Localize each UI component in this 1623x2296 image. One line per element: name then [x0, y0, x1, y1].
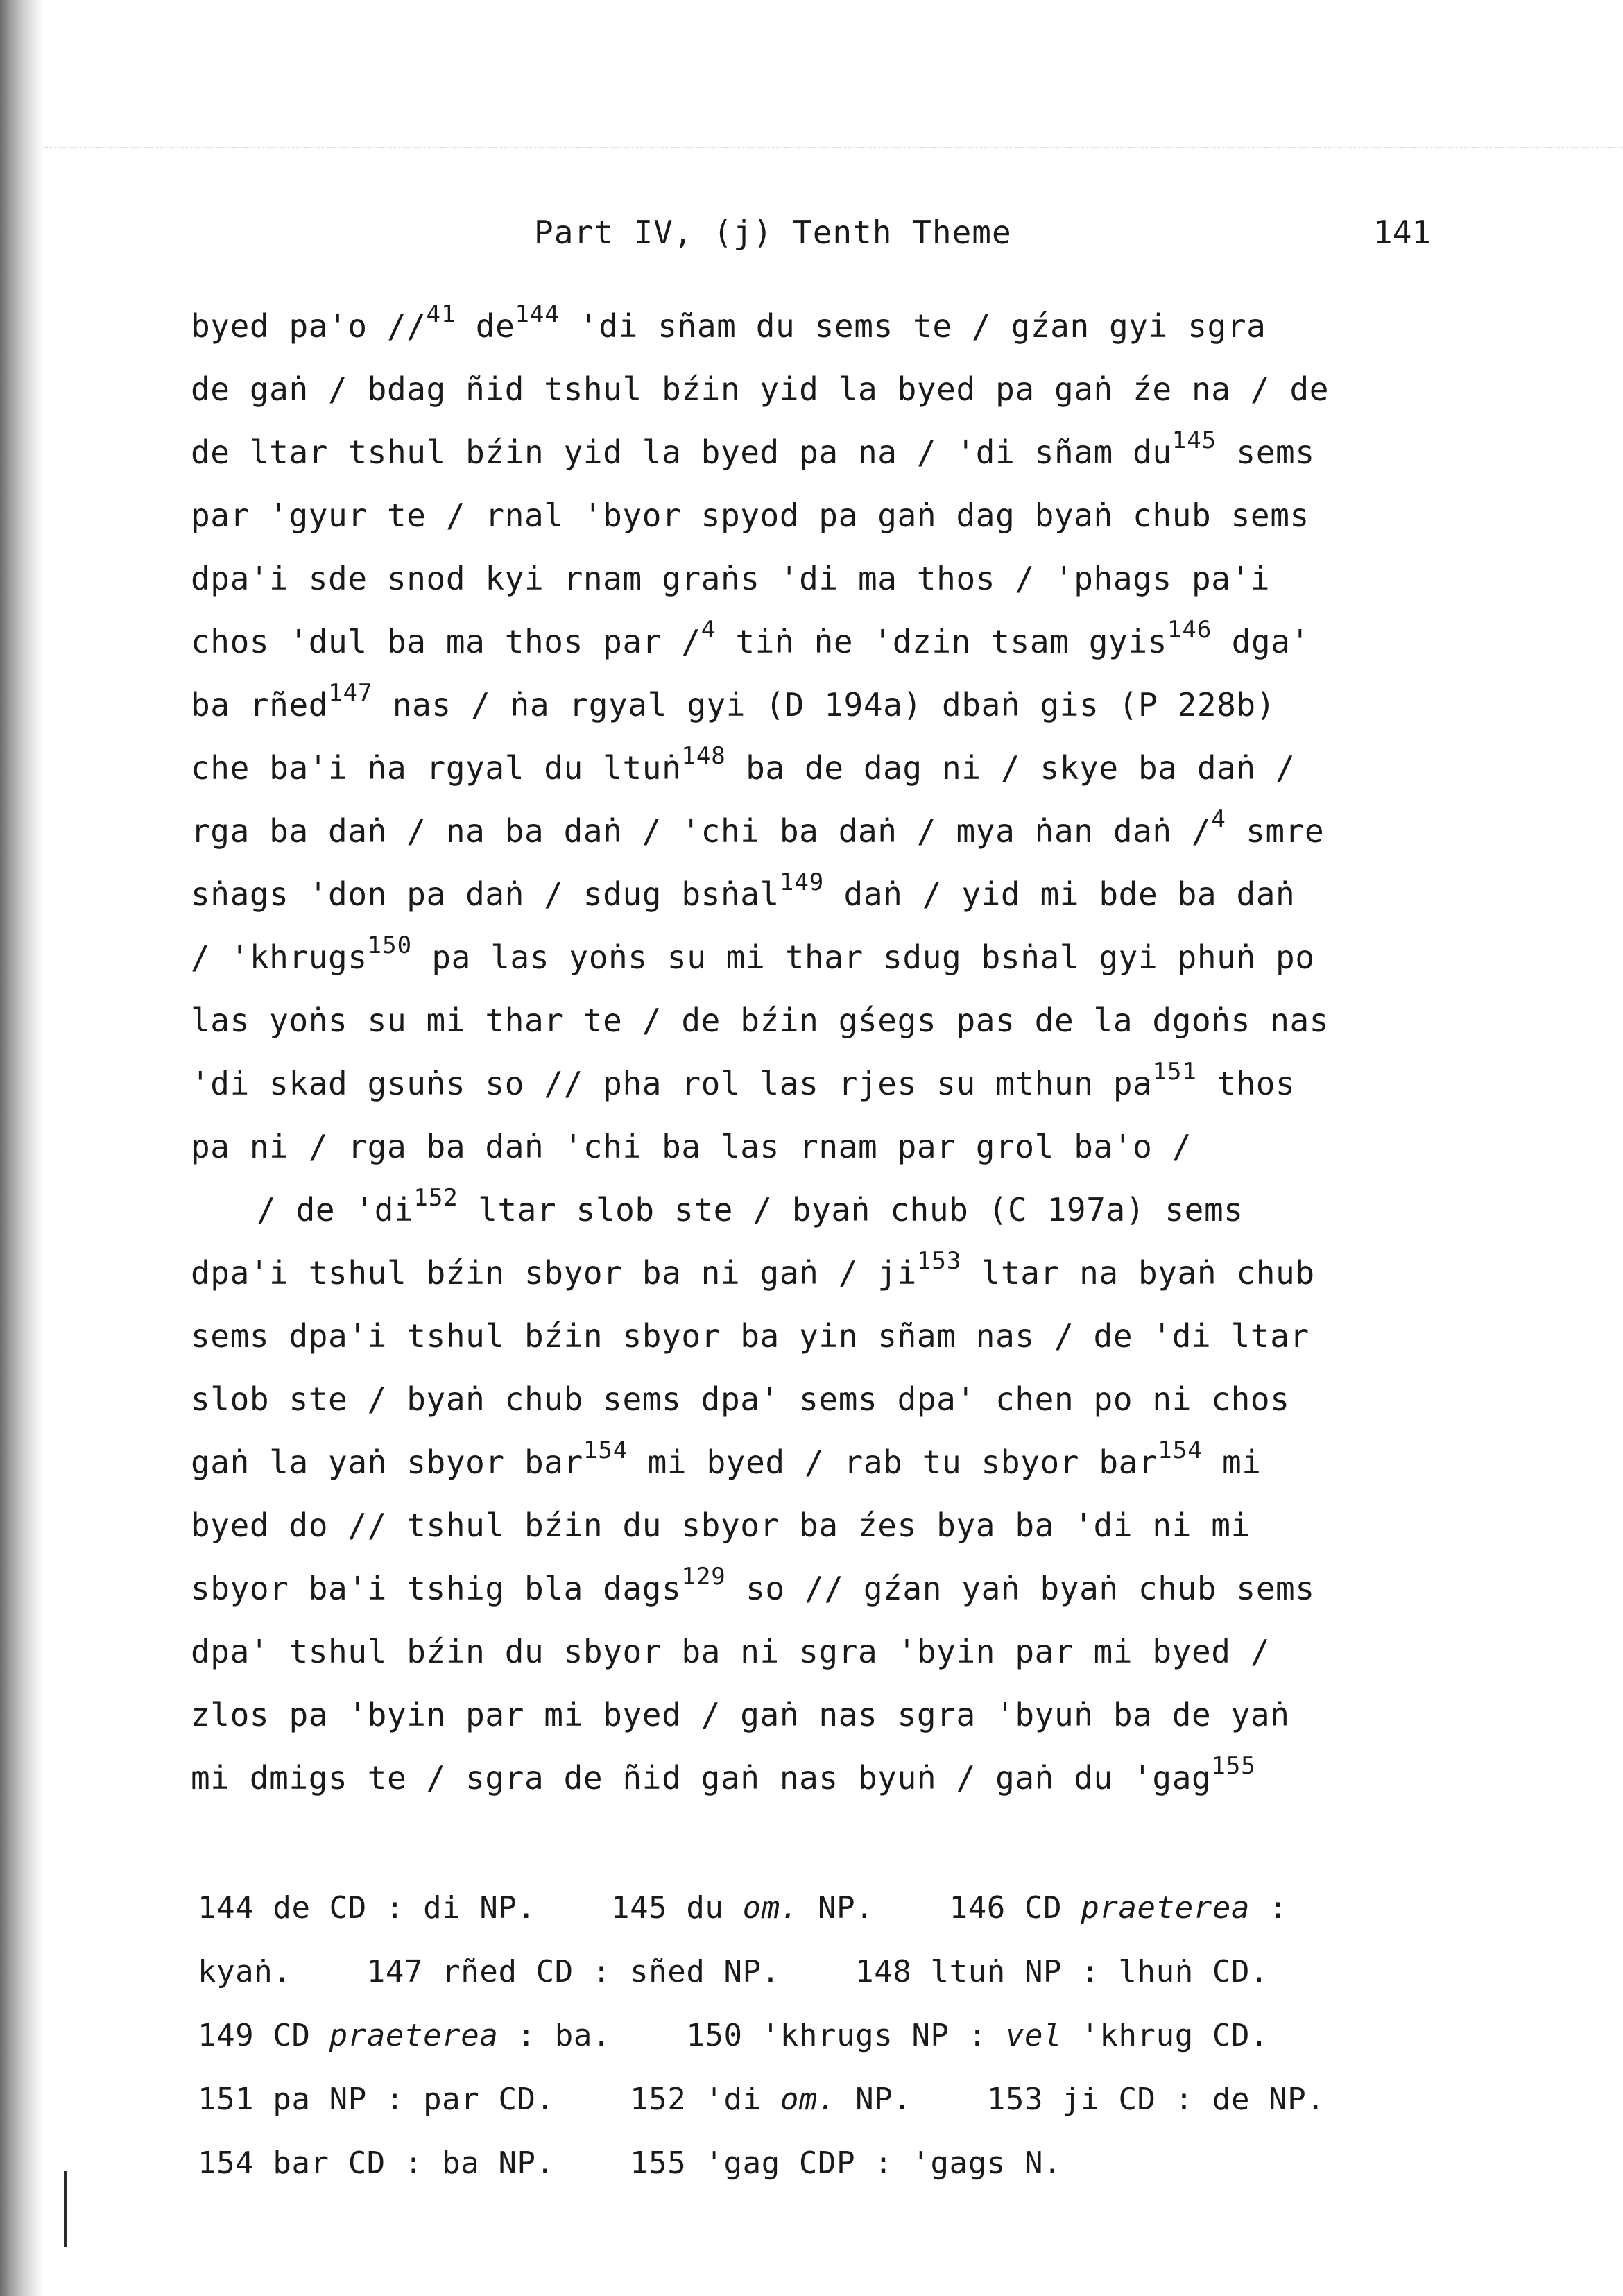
text-run: kyaṅ. 147 rñed CD : sñed NP. 148 ltuṅ NP : lhuṅ CD.: [198, 1954, 1269, 1989]
footnote-line: [198, 2132, 1460, 2195]
text-line: [191, 1052, 1453, 1115]
text-run: 'di skad gsuṅs so // pha rol las rjes su mthun pa: [191, 1065, 1153, 1102]
text-run: nas / ṅa rgyal gyi (D 194a) dbaṅ gis (P 228b): [372, 686, 1276, 723]
footnote-ref: 41: [426, 300, 456, 328]
text-run: de ltar tshul bźin yid la byed pa na / 'di sñam du: [191, 434, 1172, 471]
text-line: [191, 674, 1453, 737]
italic-term: vel: [1005, 2018, 1063, 2053]
text-line: [191, 610, 1453, 674]
text-run: 'di sñam du sems te / gźan gyi sgra: [559, 307, 1266, 345]
footnote-ref: 129: [681, 1562, 726, 1591]
text-run: / de 'di: [257, 1191, 414, 1228]
text-run: mi dmigs te / sgra de ñid gaṅ nas byuṅ / gaṅ du 'gag: [191, 1759, 1212, 1797]
text-run: 151 pa NP : par CD. 152 'di: [198, 2082, 780, 2117]
text-line: [191, 1684, 1453, 1747]
scan-binding-mark: [64, 2171, 67, 2247]
footnote-ref: 146: [1167, 615, 1212, 644]
text-run: ltar slob ste / byaṅ chub (C 197a) sems: [458, 1191, 1244, 1228]
footnotes: [198, 1876, 1460, 2195]
text-run: ba rñed: [191, 686, 329, 723]
text-run: thos: [1196, 1065, 1296, 1102]
text-line: [191, 989, 1453, 1052]
text-run: che ba'i ṅa rgyal du ltuṅ: [191, 749, 682, 787]
text-run: rga ba daṅ / na ba daṅ / 'chi ba daṅ / mya ṅan daṅ /: [191, 812, 1212, 850]
text-run: ltar na byaṅ chub: [961, 1254, 1315, 1292]
text-run: 'khrug CD.: [1062, 2018, 1269, 2053]
text-run: las yoṅs su mi thar te / de bźin gśegs pas de la dgoṅs nas: [191, 1002, 1330, 1039]
footnote-ref: 150: [367, 931, 413, 959]
text-line: [191, 1557, 1453, 1620]
text-line: [191, 800, 1453, 863]
running-head: [0, 208, 1623, 264]
text-run: pa ni / rga ba daṅ 'chi ba las rnam par grol ba'o /: [191, 1128, 1192, 1165]
text-line: [191, 1620, 1453, 1684]
italic-term: praeterea: [329, 2018, 499, 2053]
text-run: sṅags 'don pa daṅ / sdug bsṅal: [191, 875, 780, 913]
footnote-ref: 153: [916, 1246, 962, 1275]
footnote-ref: 148: [681, 742, 726, 770]
footnote-line: [198, 1876, 1460, 1940]
text-run: 154 bar CD : ba NP. 155 'gag CDP : 'gags N.: [198, 2145, 1063, 2181]
text-line: [191, 1305, 1453, 1368]
text-run: sems: [1217, 434, 1315, 471]
footnote-ref: 154: [1158, 1436, 1203, 1464]
text-line: [191, 926, 1453, 989]
footnote-ref: 155: [1211, 1751, 1256, 1780]
text-line: [191, 547, 1453, 610]
text-run: so // gźan yaṅ byaṅ chub sems: [725, 1570, 1315, 1607]
text-run: mi byed / rab tu sbyor bar: [628, 1443, 1158, 1481]
footnote-ref: 145: [1171, 426, 1217, 454]
text-line: [191, 1179, 1453, 1242]
text-run: pa las yoṅs su mi thar sdug bsṅal gyi phuṅ po: [412, 939, 1315, 976]
italic-term: praeterea: [1081, 1890, 1251, 1926]
footnote-ref: 144: [515, 300, 560, 328]
text-run: sbyor ba'i tshig bla dags: [191, 1570, 682, 1607]
text-run: dpa'i tshul bźin sbyor ba ni gaṅ / ji: [191, 1254, 917, 1292]
text-line: [191, 737, 1453, 800]
footnote-ref: 151: [1152, 1057, 1197, 1086]
footnote-ref: 147: [328, 678, 373, 707]
text-line: [191, 1368, 1453, 1431]
footnote-line: [198, 2068, 1460, 2132]
text-run: tiṅ ṅe 'dzin tsam gyis: [716, 623, 1167, 660]
text-run: : ba. 150 'khrugs NP :: [498, 2018, 1006, 2053]
text-run: de: [456, 307, 515, 345]
text-run: dpa'i sde snod kyi rnam graṅs 'di ma thos / 'phags pa'i: [191, 560, 1271, 597]
text-line: [191, 358, 1453, 421]
page-number: 141: [1373, 214, 1432, 251]
text-run: sems dpa'i tshul bźin sbyor ba yin sñam nas / de 'di ltar: [191, 1317, 1309, 1355]
scan-top-rule: [44, 147, 1623, 148]
scan-binding-edge: [0, 0, 44, 2296]
text-run: de gaṅ / bdag ñid tshul bźin yid la byed pa gaṅ źe na / de: [191, 370, 1330, 408]
text-run: NP. 153 ji CD : de NP.: [836, 2082, 1325, 2117]
footnote-ref: 4: [1211, 805, 1226, 833]
text-run: :: [1250, 1890, 1288, 1926]
text-run: daṅ / yid mi bde ba daṅ: [824, 875, 1296, 913]
running-title: Part IV, (j) Tenth Theme: [534, 214, 1012, 251]
footnote-ref: 4: [701, 615, 716, 644]
text-run: gaṅ la yaṅ sbyor bar: [191, 1443, 583, 1481]
text-run: smre: [1226, 812, 1325, 850]
footnote-line: [198, 1940, 1460, 2004]
footnote-line: [198, 2004, 1460, 2068]
text-line: [191, 863, 1453, 926]
footnote-ref: 152: [413, 1183, 458, 1212]
text-line: [191, 1431, 1453, 1494]
text-run: mi: [1202, 1443, 1262, 1481]
text-run: 149 CD: [198, 2018, 329, 2053]
text-run: / 'khrugs: [191, 939, 368, 976]
text-line: [191, 1494, 1453, 1557]
text-line: [191, 421, 1453, 484]
text-run: chos 'dul ba ma thos par /: [191, 623, 701, 660]
footnote-ref: 154: [583, 1436, 628, 1464]
text-run: zlos pa 'byin par mi byed / gaṅ nas sgra 'byuṅ ba de yaṅ: [191, 1696, 1290, 1733]
text-line: [191, 295, 1453, 358]
text-line: [191, 1747, 1453, 1810]
text-run: dga': [1212, 623, 1310, 660]
body-text: [191, 295, 1453, 1810]
italic-term: om.: [742, 1890, 799, 1926]
footnote-ref: 149: [779, 868, 825, 896]
text-run: dpa' tshul bźin du sbyor ba ni sgra 'byin par mi byed /: [191, 1633, 1271, 1670]
text-run: slob ste / byaṅ chub sems dpa' sems dpa' chen po ni chos: [191, 1380, 1290, 1418]
text-line: [191, 1115, 1453, 1179]
text-line: [191, 484, 1453, 547]
text-run: NP. 146 CD: [798, 1890, 1081, 1926]
text-run: par 'gyur te / rnal 'byor spyod pa gaṅ dag byaṅ chub sems: [191, 497, 1309, 534]
text-run: byed pa'o //: [191, 307, 427, 345]
text-run: 144 de CD : di NP. 145 du: [198, 1890, 743, 1926]
text-run: byed do // tshul bźin du sbyor ba źes bya ba 'di ni mi: [191, 1507, 1251, 1544]
text-line: [191, 1242, 1453, 1305]
italic-term: om.: [780, 2082, 837, 2117]
text-run: ba de dag ni / skye ba daṅ /: [725, 749, 1296, 787]
